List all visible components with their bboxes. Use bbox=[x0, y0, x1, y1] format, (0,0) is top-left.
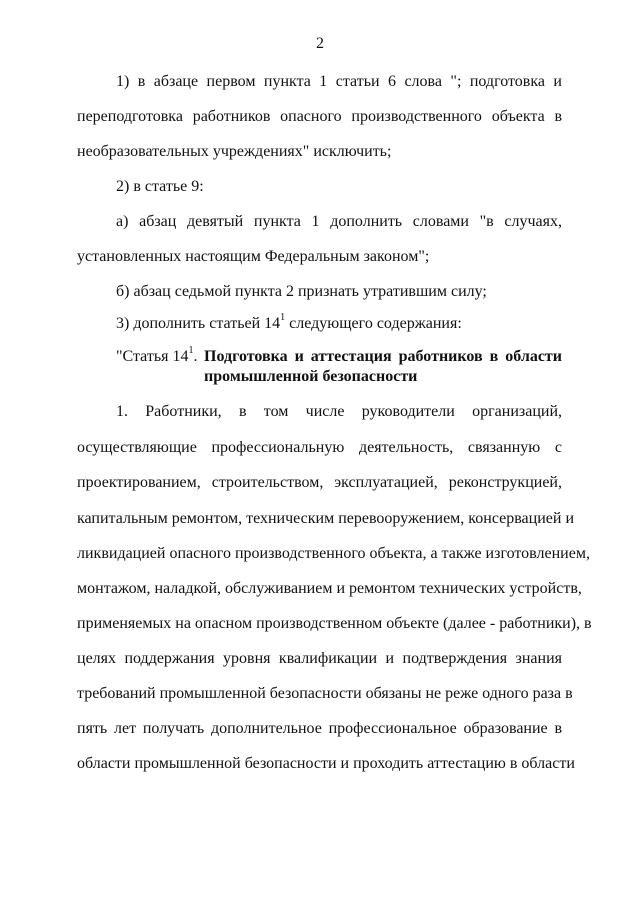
body-line-10: пять лет получать дополнительное профессиональное образование в bbox=[77, 720, 562, 737]
article-label-superscript: 1 bbox=[188, 344, 194, 356]
body-line-1: 1. Работники, в том числе руководители организаций, bbox=[116, 403, 562, 420]
item3-line bbox=[116, 311, 562, 334]
body-line-11: области промышленной безопасности и проходить аттестацию в области bbox=[77, 755, 575, 772]
article-title-line2: промышленной безопасности bbox=[204, 368, 418, 385]
article-label bbox=[116, 344, 198, 367]
item3-suffix: следующего содержания: bbox=[285, 315, 462, 332]
item2-subitem-a-line2: установленных настоящим Федеральным законом"; bbox=[77, 248, 430, 265]
body-line-7: применяемых на опасном производственном объекте (далее - работники), в bbox=[77, 615, 592, 632]
body-line-5: ликвидацией опасного производственного объекта, а также изготовлением, bbox=[77, 545, 590, 562]
item1-line1: 1) в абзаце первом пункта 1 статьи 6 слова "; подготовка и bbox=[116, 73, 562, 90]
item2-subitem-b-line1: б) абзац седьмой пункта 2 признать утратившим силу; bbox=[116, 283, 487, 300]
body-line-6: монтажом, наладкой, обслуживанием и ремонтом технических устройств, bbox=[77, 580, 582, 597]
article-title-line1: Подготовка и аттестация работников в области bbox=[204, 348, 562, 365]
body-line-4: капитальным ремонтом, техническим перевооружением, консервацией и bbox=[77, 510, 575, 527]
body-line-2: осуществляющие профессиональную деятельность, связанную с bbox=[77, 439, 562, 456]
article-heading bbox=[116, 344, 562, 389]
item3-prefix: 3) дополнить статьей 14 bbox=[116, 315, 281, 332]
body-line-9: требований промышленной безопасности обязаны не реже одного раза в bbox=[77, 685, 573, 702]
body-line-3: проектированием, строительством, эксплуатацией, реконструкцией, bbox=[77, 474, 562, 491]
body-line-8: целях поддержания уровня квалификации и подтверждения знания bbox=[77, 650, 562, 667]
item1-line2: переподготовка работников опасного производственного объекта в bbox=[77, 108, 562, 125]
item3-superscript: 1 bbox=[280, 311, 286, 323]
item2-heading: 2) в статье 9: bbox=[116, 178, 204, 195]
item1-line3: необразовательных учреждениях" исключить; bbox=[77, 143, 392, 160]
item2-subitem-a-line1: а) абзац девятый пункта 1 дополнить словами "в случаях, bbox=[116, 213, 562, 230]
article-label-prefix: "Статья 14 bbox=[116, 348, 189, 365]
article-label-suffix: . bbox=[193, 348, 198, 365]
page-number: 2 bbox=[316, 35, 324, 52]
